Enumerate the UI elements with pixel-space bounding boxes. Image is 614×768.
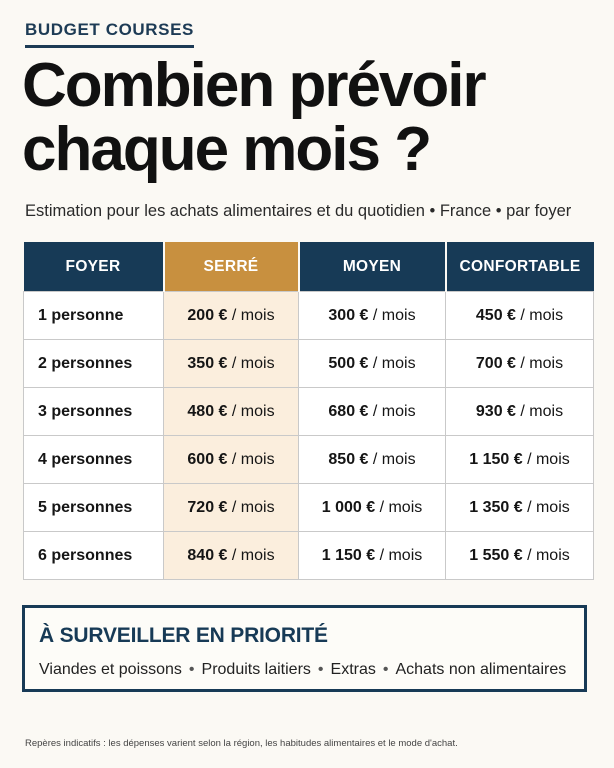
- amount-value: 1 000 €: [321, 498, 376, 516]
- title-line-1: Combien prévoir: [22, 51, 485, 120]
- amount-unit: / mois: [522, 450, 570, 468]
- amount-unit: / mois: [522, 546, 570, 564]
- bullet-separator: •: [188, 661, 195, 678]
- table-row: [24, 340, 594, 388]
- title-line-2: chaque mois ?: [22, 115, 431, 184]
- priority-box: [22, 605, 587, 692]
- cell-moyen: [299, 388, 446, 436]
- amount-value: 840 €: [187, 546, 228, 564]
- priority-item: Extras: [330, 661, 376, 678]
- bullet-separator: •: [382, 661, 389, 678]
- cell-foyer: 3 personnes: [24, 388, 164, 436]
- amount-value: 850 €: [328, 450, 369, 468]
- amount-value: 700 €: [475, 354, 516, 372]
- priority-item: Achats non alimentaires: [395, 661, 567, 678]
- amount-unit: / mois: [227, 402, 275, 420]
- cell-serre: [164, 388, 299, 436]
- table-header-row: [24, 242, 594, 292]
- amount-unit: / mois: [227, 306, 275, 324]
- cell-foyer: 5 personnes: [24, 484, 164, 532]
- amount-unit: / mois: [368, 354, 416, 372]
- header-serre: SERRÉ: [164, 242, 299, 292]
- amount-unit: / mois: [227, 498, 275, 516]
- amount-value: 1 350 €: [469, 498, 523, 516]
- amount-value: 300 €: [328, 306, 369, 324]
- amount-value: 1 150 €: [321, 546, 376, 564]
- amount-value: 600 €: [187, 450, 228, 468]
- amount-value: 720 €: [187, 498, 228, 516]
- amount-unit: / mois: [227, 354, 275, 372]
- page-subtitle: Estimation pour les achats alimentaires et du quotidien • France • par foyer: [25, 202, 572, 220]
- amount-value: 1 150 €: [469, 450, 523, 468]
- cell-moyen: [299, 532, 446, 580]
- table-row: [24, 532, 594, 580]
- cell-moyen: [299, 436, 446, 484]
- amount-value: 480 €: [187, 402, 228, 420]
- kicker-label: BUDGET COURSES: [25, 20, 194, 48]
- amount-unit: / mois: [515, 402, 564, 420]
- amount-unit: / mois: [368, 306, 416, 324]
- cell-foyer: 6 personnes: [24, 532, 164, 580]
- priority-title: À SURVEILLER EN PRIORITÉ: [39, 624, 328, 647]
- amount-value: 450 €: [475, 306, 516, 324]
- amount-value: 930 €: [475, 402, 516, 420]
- amount-unit: / mois: [368, 402, 416, 420]
- amount-value: 500 €: [328, 354, 369, 372]
- amount-unit: / mois: [368, 450, 416, 468]
- table-row: [24, 484, 594, 532]
- table-row: [24, 292, 594, 340]
- budget-table-container: [23, 242, 593, 580]
- cell-moyen: [299, 484, 446, 532]
- cell-serre: [164, 340, 299, 388]
- bullet-separator: •: [317, 661, 324, 678]
- page-title: [22, 51, 602, 184]
- amount-value: 1 550 €: [469, 546, 523, 564]
- amount-unit: / mois: [522, 498, 570, 516]
- cell-confortable: [446, 532, 594, 580]
- table-row: [24, 436, 594, 484]
- cell-serre: [164, 292, 299, 340]
- cell-foyer: 1 personne: [24, 292, 164, 340]
- priority-items: [39, 661, 566, 679]
- priority-item: Produits laitiers: [201, 661, 311, 678]
- table-row: [24, 388, 594, 436]
- amount-unit: / mois: [375, 498, 423, 516]
- amount-unit: / mois: [227, 450, 275, 468]
- amount-value: 350 €: [187, 354, 228, 372]
- cell-serre: [164, 484, 299, 532]
- amount-unit: / mois: [515, 306, 564, 324]
- amount-unit: / mois: [227, 546, 275, 564]
- table-body: [24, 292, 594, 580]
- cell-confortable: [446, 388, 594, 436]
- priority-item: Viandes et poissons: [39, 661, 182, 678]
- cell-confortable: [446, 340, 594, 388]
- cell-foyer: 4 personnes: [24, 436, 164, 484]
- amount-unit: / mois: [515, 354, 564, 372]
- header-foyer: FOYER: [24, 242, 164, 292]
- amount-value: 680 €: [328, 402, 369, 420]
- cell-confortable: [446, 484, 594, 532]
- cell-foyer: 2 personnes: [24, 340, 164, 388]
- cell-serre: [164, 436, 299, 484]
- cell-serre: [164, 532, 299, 580]
- budget-table: [23, 242, 594, 580]
- amount-value: 200 €: [187, 306, 228, 324]
- cell-confortable: [446, 292, 594, 340]
- cell-moyen: [299, 340, 446, 388]
- amount-unit: / mois: [375, 546, 423, 564]
- cell-moyen: [299, 292, 446, 340]
- footnote: Repères indicatifs : les dépenses varient selon la région, les habitudes alimentaires et le mode d'achat.: [25, 738, 458, 749]
- cell-confortable: [446, 436, 594, 484]
- header-confortable: CONFORTABLE: [446, 242, 594, 292]
- header-moyen: MOYEN: [299, 242, 446, 292]
